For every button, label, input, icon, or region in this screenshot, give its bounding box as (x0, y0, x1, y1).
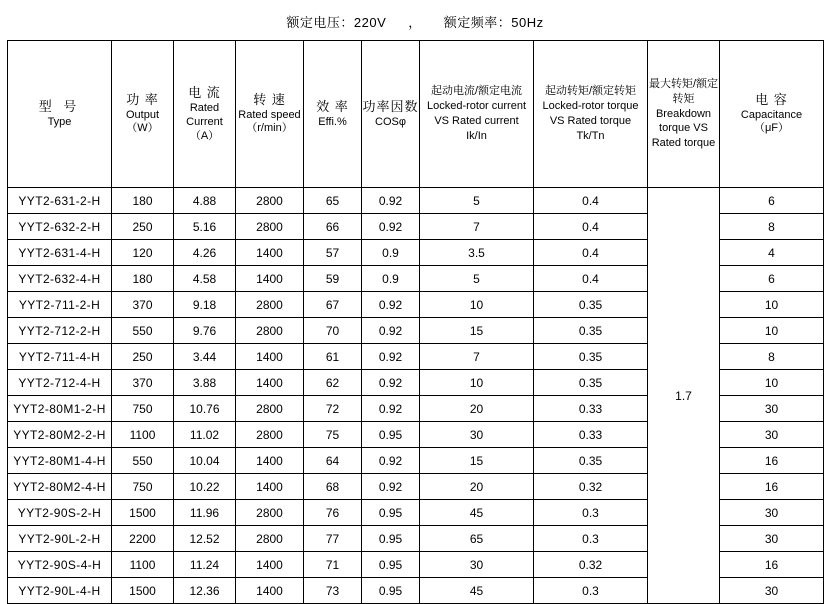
cell-locked-rotor-current: 20 (420, 396, 534, 422)
cell-output: 1100 (112, 422, 174, 448)
column-header-output (112, 41, 174, 188)
cell-speed: 1400 (236, 370, 304, 396)
column-header-current (174, 41, 236, 188)
cell-locked-rotor-torque: 0.32 (534, 474, 648, 500)
cell-output: 1500 (112, 500, 174, 526)
column-header-locked-rotor-torque-cn: 起动转矩/额定转矩 (544, 85, 637, 98)
cell-type: YYT2-80M2-4-H (8, 474, 112, 500)
cell-current: 4.26 (174, 240, 236, 266)
column-header-power-factor-en: COSφ (375, 115, 406, 128)
cell-speed: 2800 (236, 500, 304, 526)
cell-locked-rotor-torque: 0.35 (534, 344, 648, 370)
cell-efficiency: 57 (304, 240, 362, 266)
column-header-output-cn: 功 率 (126, 91, 159, 107)
cell-locked-rotor-torque: 0.32 (534, 552, 648, 578)
column-header-current-en: Rated Current (186, 101, 223, 129)
cell-current: 12.52 (174, 526, 236, 552)
cell-capacitance: 6 (720, 188, 824, 214)
column-header-power-factor-cn: 功率因数 (362, 98, 419, 114)
cell-locked-rotor-current: 45 (420, 578, 534, 604)
column-header-breakdown-torque-en: Breakdown torque VS Rated torque (651, 107, 716, 150)
cell-capacitance: 30 (720, 578, 824, 604)
cell-efficiency: 66 (304, 214, 362, 240)
cell-current: 10.22 (174, 474, 236, 500)
cell-speed: 1400 (236, 266, 304, 292)
rated-voltage-label: 额定电压：220V (286, 15, 387, 30)
cell-capacitance: 6 (720, 266, 824, 292)
cell-type: YYT2-712-4-H (8, 370, 112, 396)
cell-efficiency: 75 (304, 422, 362, 448)
column-header-speed-cn: 转 速 (253, 91, 286, 107)
cell-efficiency: 72 (304, 396, 362, 422)
cell-locked-rotor-current: 65 (420, 526, 534, 552)
cell-locked-rotor-current: 7 (420, 214, 534, 240)
column-header-locked-rotor-current-cn: 起动电流/额定电流 (430, 85, 523, 98)
column-header-locked-rotor-current-en: Locked-rotor current VS Rated current (426, 100, 527, 127)
cell-power-factor: 0.92 (362, 370, 420, 396)
cell-power-factor: 0.92 (362, 214, 420, 240)
column-header-type-en: Type (47, 115, 72, 128)
cell-current: 3.44 (174, 344, 236, 370)
column-header-locked-rotor-torque-sym: Tk/Tn (576, 129, 605, 142)
cell-output: 750 (112, 474, 174, 500)
column-header-capacitance (720, 41, 824, 188)
cell-output: 370 (112, 292, 174, 318)
cell-efficiency: 62 (304, 370, 362, 396)
cell-efficiency: 73 (304, 578, 362, 604)
cell-locked-rotor-torque: 0.3 (534, 526, 648, 552)
cell-capacitance: 8 (720, 214, 824, 240)
cell-capacitance: 10 (720, 292, 824, 318)
cell-power-factor: 0.9 (362, 266, 420, 292)
cell-power-factor: 0.9 (362, 240, 420, 266)
cell-current: 12.36 (174, 578, 236, 604)
cell-locked-rotor-current: 30 (420, 422, 534, 448)
column-header-locked-rotor-current (420, 41, 534, 188)
cell-output: 370 (112, 370, 174, 396)
cell-speed: 1400 (236, 448, 304, 474)
cell-locked-rotor-torque: 0.35 (534, 370, 648, 396)
cell-locked-rotor-torque: 0.4 (534, 188, 648, 214)
column-header-breakdown-torque (648, 41, 720, 188)
column-header-efficiency-cn: 效 率 (316, 98, 349, 114)
cell-speed: 2800 (236, 292, 304, 318)
column-header-breakdown-torque-cn: 最大转矩/额定转矩 (648, 77, 719, 105)
cell-locked-rotor-current: 3.5 (420, 240, 534, 266)
cell-speed: 1400 (236, 552, 304, 578)
cell-locked-rotor-current: 20 (420, 474, 534, 500)
cell-locked-rotor-current: 5 (420, 266, 534, 292)
cell-power-factor: 0.92 (362, 318, 420, 344)
cell-current: 10.04 (174, 448, 236, 474)
cell-locked-rotor-torque: 0.33 (534, 396, 648, 422)
cell-type: YYT2-90L-4-H (8, 578, 112, 604)
cell-locked-rotor-torque: 0.35 (534, 292, 648, 318)
table-row (8, 188, 824, 214)
cell-power-factor: 0.92 (362, 292, 420, 318)
cell-locked-rotor-torque: 0.4 (534, 240, 648, 266)
cell-locked-rotor-current: 10 (420, 370, 534, 396)
cell-locked-rotor-torque: 0.35 (534, 318, 648, 344)
cell-type: YYT2-80M1-4-H (8, 448, 112, 474)
cell-efficiency: 68 (304, 474, 362, 500)
cell-capacitance: 30 (720, 396, 824, 422)
cell-locked-rotor-torque: 0.3 (534, 578, 648, 604)
cell-output: 250 (112, 344, 174, 370)
cell-efficiency: 71 (304, 552, 362, 578)
cell-efficiency: 70 (304, 318, 362, 344)
column-header-efficiency-en: Effi.% (318, 115, 347, 128)
cell-power-factor: 0.95 (362, 526, 420, 552)
cell-capacitance: 8 (720, 344, 824, 370)
cell-locked-rotor-current: 15 (420, 448, 534, 474)
cell-power-factor: 0.92 (362, 448, 420, 474)
cell-output: 180 (112, 266, 174, 292)
column-header-locked-rotor-current-sym: Ik/In (466, 129, 487, 142)
cell-type: YYT2-631-4-H (8, 240, 112, 266)
cell-locked-rotor-torque: 0.4 (534, 214, 648, 240)
cell-capacitance: 10 (720, 370, 824, 396)
column-header-type-cn: 型 号 (38, 98, 81, 114)
cell-power-factor: 0.95 (362, 578, 420, 604)
cell-power-factor: 0.95 (362, 500, 420, 526)
column-header-efficiency (304, 41, 362, 188)
column-header-locked-rotor-torque-en: Locked-rotor torque VS Rated torque (542, 100, 639, 127)
cell-output: 1500 (112, 578, 174, 604)
cell-efficiency: 61 (304, 344, 362, 370)
cell-speed: 2800 (236, 188, 304, 214)
motor-spec-table (7, 40, 824, 604)
table-header (8, 41, 824, 188)
cell-type: YYT2-712-2-H (8, 318, 112, 344)
column-header-capacitance-cn: 电 容 (755, 91, 788, 107)
cell-speed: 2800 (236, 526, 304, 552)
column-header-speed-unit: （r/min） (246, 122, 293, 135)
cell-type: YYT2-711-4-H (8, 344, 112, 370)
cell-current: 11.24 (174, 552, 236, 578)
column-header-capacitance-unit: （μF） (753, 122, 790, 135)
cell-locked-rotor-current: 7 (420, 344, 534, 370)
cell-locked-rotor-torque: 0.35 (534, 448, 648, 474)
cell-locked-rotor-current: 30 (420, 552, 534, 578)
table-body (8, 188, 824, 604)
cell-output: 550 (112, 448, 174, 474)
cell-power-factor: 0.95 (362, 422, 420, 448)
cell-output: 120 (112, 240, 174, 266)
cell-output: 550 (112, 318, 174, 344)
cell-efficiency: 65 (304, 188, 362, 214)
column-header-capacitance-en: Capacitance (740, 109, 803, 122)
cell-output: 180 (112, 188, 174, 214)
cell-type: YYT2-90L-2-H (8, 526, 112, 552)
cell-output: 2200 (112, 526, 174, 552)
column-header-current-unit: （A） (189, 129, 220, 142)
column-header-type (8, 41, 112, 188)
cell-capacitance: 16 (720, 448, 824, 474)
cell-locked-rotor-current: 5 (420, 188, 534, 214)
cell-power-factor: 0.92 (362, 396, 420, 422)
cell-speed: 2800 (236, 396, 304, 422)
cell-capacitance: 4 (720, 240, 824, 266)
cell-power-factor: 0.92 (362, 188, 420, 214)
cell-speed: 1400 (236, 578, 304, 604)
cell-locked-rotor-current: 10 (420, 292, 534, 318)
rating-header (0, 12, 830, 31)
column-header-output-unit: （W） (126, 122, 159, 135)
cell-capacitance: 16 (720, 474, 824, 500)
cell-type: YYT2-631-2-H (8, 188, 112, 214)
header-separator: ， (408, 15, 422, 30)
cell-power-factor: 0.95 (362, 552, 420, 578)
cell-speed: 2800 (236, 214, 304, 240)
cell-speed: 1400 (236, 240, 304, 266)
column-header-speed (236, 41, 304, 188)
cell-capacitance: 30 (720, 526, 824, 552)
cell-output: 1100 (112, 552, 174, 578)
cell-locked-rotor-torque: 0.4 (534, 266, 648, 292)
cell-locked-rotor-current: 45 (420, 500, 534, 526)
cell-speed: 1400 (236, 344, 304, 370)
cell-efficiency: 67 (304, 292, 362, 318)
cell-speed: 2800 (236, 422, 304, 448)
cell-type: YYT2-90S-4-H (8, 552, 112, 578)
cell-speed: 1400 (236, 474, 304, 500)
cell-capacitance: 30 (720, 422, 824, 448)
column-header-speed-en: Rated speed (238, 109, 301, 122)
cell-power-factor: 0.92 (362, 474, 420, 500)
header-row (8, 41, 824, 188)
cell-locked-rotor-torque: 0.3 (534, 500, 648, 526)
rated-frequency-label: 额定频率：50Hz (443, 15, 544, 30)
cell-locked-rotor-torque: 0.33 (534, 422, 648, 448)
cell-type: YYT2-80M2-2-H (8, 422, 112, 448)
cell-current: 10.76 (174, 396, 236, 422)
column-header-power-factor (362, 41, 420, 188)
column-header-locked-rotor-torque (534, 41, 648, 188)
cell-type: YYT2-80M1-2-H (8, 396, 112, 422)
cell-current: 11.02 (174, 422, 236, 448)
cell-current: 4.88 (174, 188, 236, 214)
cell-current: 9.18 (174, 292, 236, 318)
cell-efficiency: 64 (304, 448, 362, 474)
cell-efficiency: 76 (304, 500, 362, 526)
cell-type: YYT2-711-2-H (8, 292, 112, 318)
cell-type: YYT2-632-4-H (8, 266, 112, 292)
cell-breakdown-torque-merged: 1.7 (648, 188, 720, 604)
column-header-current-cn: 电 流 (188, 84, 221, 100)
cell-locked-rotor-current: 15 (420, 318, 534, 344)
cell-capacitance: 10 (720, 318, 824, 344)
cell-current: 3.88 (174, 370, 236, 396)
cell-output: 750 (112, 396, 174, 422)
column-header-output-en: Output (125, 109, 160, 122)
cell-current: 4.58 (174, 266, 236, 292)
cell-current: 9.76 (174, 318, 236, 344)
cell-efficiency: 59 (304, 266, 362, 292)
cell-current: 5.16 (174, 214, 236, 240)
cell-speed: 2800 (236, 318, 304, 344)
cell-capacitance: 30 (720, 500, 824, 526)
cell-current: 11.96 (174, 500, 236, 526)
cell-output: 250 (112, 214, 174, 240)
cell-capacitance: 16 (720, 552, 824, 578)
cell-type: YYT2-632-2-H (8, 214, 112, 240)
cell-power-factor: 0.92 (362, 344, 420, 370)
cell-efficiency: 77 (304, 526, 362, 552)
cell-type: YYT2-90S-2-H (8, 500, 112, 526)
